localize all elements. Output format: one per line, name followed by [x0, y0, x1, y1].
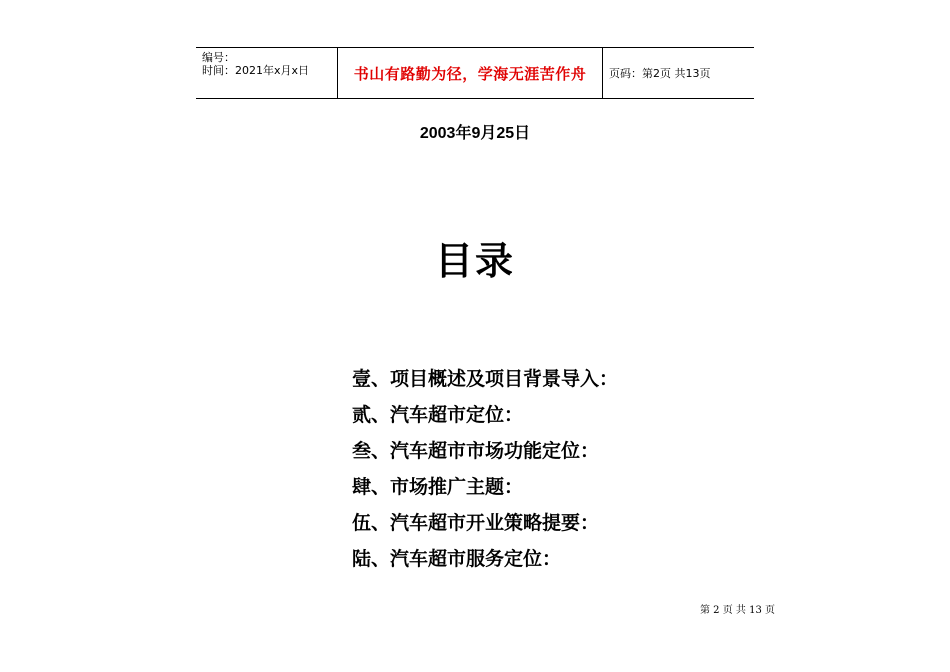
- header-page-code: 页码：第2页 共13页: [609, 67, 711, 80]
- toc-item: 壹、项目概述及项目背景导入：: [352, 368, 619, 390]
- header-motto: 书山有路勤为径，学海无涯苦作舟: [338, 48, 603, 98]
- header-number-label: 编号：: [202, 51, 235, 64]
- toc-item: 陆、汽车超市服务定位：: [352, 548, 562, 570]
- header-time-label: 时间：2021年x月x日: [202, 64, 310, 77]
- toc-item: 叁、汽车超市市场功能定位：: [352, 440, 600, 462]
- page-header: [196, 47, 754, 99]
- document-date: 2003年9月25日: [419, 125, 531, 142]
- toc-item: 肆、市场推广主题：: [352, 476, 524, 498]
- toc-title: 目录: [434, 239, 515, 283]
- page-footer: 第 2 页 共 13 页: [700, 605, 775, 616]
- toc-item: 贰、汽车超市定位：: [352, 404, 524, 426]
- toc-list: [352, 365, 618, 581]
- toc-item: 伍、汽车超市开业策略提要：: [352, 512, 600, 534]
- header-left-cell: [196, 48, 338, 98]
